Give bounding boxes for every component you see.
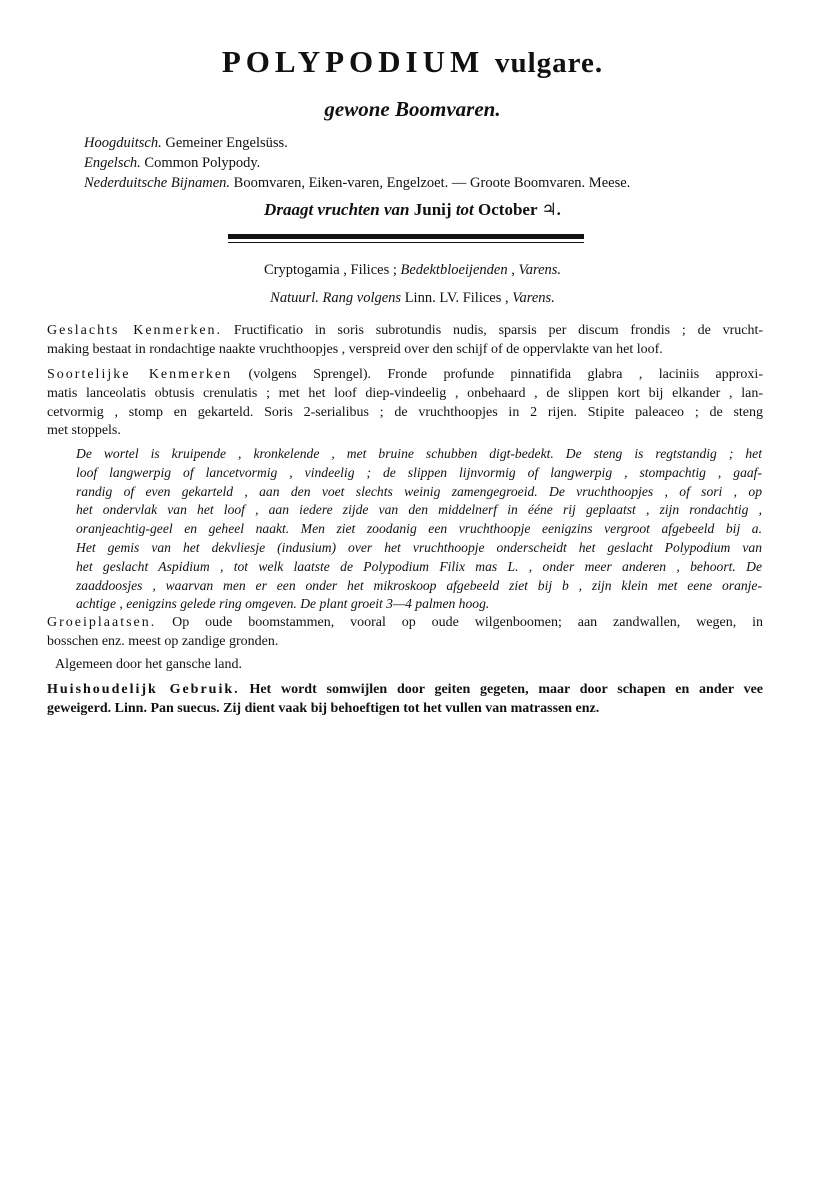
text-line: zaaddoosjes , waarvan men er een onder het mikroskoop afgebeeld ziet bij b , zijn klein met eene oranje- bbox=[76, 577, 762, 593]
natural-rank-family: Filices , bbox=[462, 290, 509, 306]
page-subtitle: gewone Boomvaren. bbox=[324, 97, 501, 121]
section-heading: Soortelijke Kenmerken bbox=[47, 367, 233, 382]
text-line: randig of even gekarteld , aan den voet slechts weinig zamengegroeid. De vruchthoopjes , of sori , op bbox=[76, 483, 762, 499]
section-heading: Huishoudelijk Gebruik. bbox=[47, 682, 240, 697]
distribution: Algemeen door het gansche land. bbox=[55, 657, 242, 672]
text-line bbox=[47, 681, 763, 700]
text-line: het geslacht Aspidium , tot welk laatste de Polypodium Filix mas L. , onder meer anderen , behoort. De bbox=[76, 558, 762, 574]
flowering-period bbox=[0, 200, 825, 220]
text-line bbox=[47, 322, 763, 341]
line-text: Op oude boomstammen, vooral op oude wilgenboomen; aan zandwallen, wegen, in bbox=[172, 615, 764, 630]
name-value: Boomvaren, Eiken-varen, Engelzoet. — Groote Boomvaren. Meese. bbox=[233, 175, 631, 191]
classification-linnaeus: Cryptogamia , Filices ; bbox=[263, 262, 397, 278]
line-text: Het wordt somwijlen door geiten gegeten, maar door schapen en ander vee bbox=[249, 682, 763, 697]
classification-line-2 bbox=[0, 290, 825, 307]
title-species: vulgare. bbox=[495, 47, 604, 79]
text-line: making bestaat in rondachtige naakte vruchthoopjes , verspreid over den schijf of de oppervlakte van het loof. bbox=[47, 341, 663, 357]
line-text: Fronde profunde pinnatifida glabra , laciniis approxi- bbox=[387, 367, 763, 382]
text-line: achtige , eenigzins gelede ring omgeven. De plant groeit 3—4 palmen hoog. bbox=[76, 596, 490, 612]
text-line: Het gemis van het dekvliesje (indusium) over het vruchthoopje onderscheidt het geslacht Polypodium van bbox=[76, 539, 762, 555]
plant-description bbox=[76, 445, 762, 614]
text-line: De wortel is kruipende , kronkelende , met bruine schubben digt-bedekt. De steng is regtstandig ; het bbox=[76, 446, 762, 461]
divider-rule bbox=[228, 234, 584, 239]
genus-characteristics bbox=[47, 322, 763, 360]
flowering-to: October bbox=[478, 200, 538, 219]
name-row-english bbox=[84, 153, 630, 173]
name-label: Engelsch. bbox=[84, 155, 141, 171]
title-genus: POLYPODIUM bbox=[221, 44, 485, 79]
flowering-tot: tot bbox=[455, 200, 474, 219]
text-line: het ondervlak van het loof , aan iedere zijde van den middelnerf in ééne rij geplaatst , zijn rondachtig , bbox=[76, 502, 762, 518]
divider-rule-thin bbox=[228, 242, 584, 243]
text-line: loof langwerpig of lancetvormig , vindeelig ; de slippen lijnvormig of langwerpig , stompachtig , gaaf- bbox=[76, 464, 762, 480]
natural-rank-value: Linn. LV. bbox=[404, 290, 460, 306]
text-line: oranjeachtig-geel en geheel naakt. Men ziet zoodanig een vruchthoopje eenigzins vergroot afgebeeld bij a. bbox=[76, 521, 762, 537]
text-line: geweigerd. Linn. Pan suecus. Zij dient vaak bij behoeftigen tot het vullen van matrassen enz. bbox=[47, 700, 600, 716]
flowering-prefix: Draagt vruchten van bbox=[264, 200, 410, 219]
text-line bbox=[47, 366, 763, 385]
author-note: (volgens Sprengel). bbox=[248, 367, 372, 382]
natural-rank-label: Natuurl. Rang volgens bbox=[270, 290, 402, 306]
classification-dutch: Bedektbloeijenden , Varens. bbox=[400, 262, 562, 278]
section-heading: Groeiplaatsen. bbox=[47, 615, 157, 630]
name-row-german bbox=[84, 133, 630, 153]
classification-line-1 bbox=[0, 262, 825, 279]
text-line: cetvormig , stomp en gekarteld. Soris 2-serialibus ; de vruchthoopjes in 2 rijen. Stipite paleaceo ; de steng bbox=[47, 404, 763, 420]
jupiter-symbol: ♃. bbox=[541, 200, 561, 219]
name-label: Nederduitsche Bijnamen. bbox=[84, 175, 231, 191]
name-value: Gemeiner Engelsüss. bbox=[165, 135, 288, 151]
household-use bbox=[47, 681, 763, 719]
natural-rank-dutch: Varens. bbox=[512, 290, 555, 306]
name-value: Common Polypody. bbox=[144, 155, 261, 171]
text-line: matis lanceolatis obtusis crenulatis ; met het loof diep-vindeelig , onbehaard , de slippen kort bij elkander , lan- bbox=[47, 385, 763, 401]
text-line: met stoppels. bbox=[47, 423, 121, 439]
common-names bbox=[84, 133, 630, 193]
name-row-dutch bbox=[84, 173, 630, 193]
section-heading: Geslachts Kenmerken. bbox=[47, 323, 223, 338]
page-title bbox=[0, 44, 825, 80]
text-line: bosschen enz. meest op zandige gronden. bbox=[47, 633, 279, 649]
text-line bbox=[47, 614, 763, 633]
habitat bbox=[47, 614, 763, 652]
line-text: Fructificatio in soris subrotundis nudis, sparsis per discum frondis ; de vrucht- bbox=[233, 323, 764, 338]
flowering-from: Junij bbox=[413, 200, 452, 219]
species-characteristics bbox=[47, 366, 763, 441]
name-label: Hoogduitsch. bbox=[84, 135, 162, 151]
